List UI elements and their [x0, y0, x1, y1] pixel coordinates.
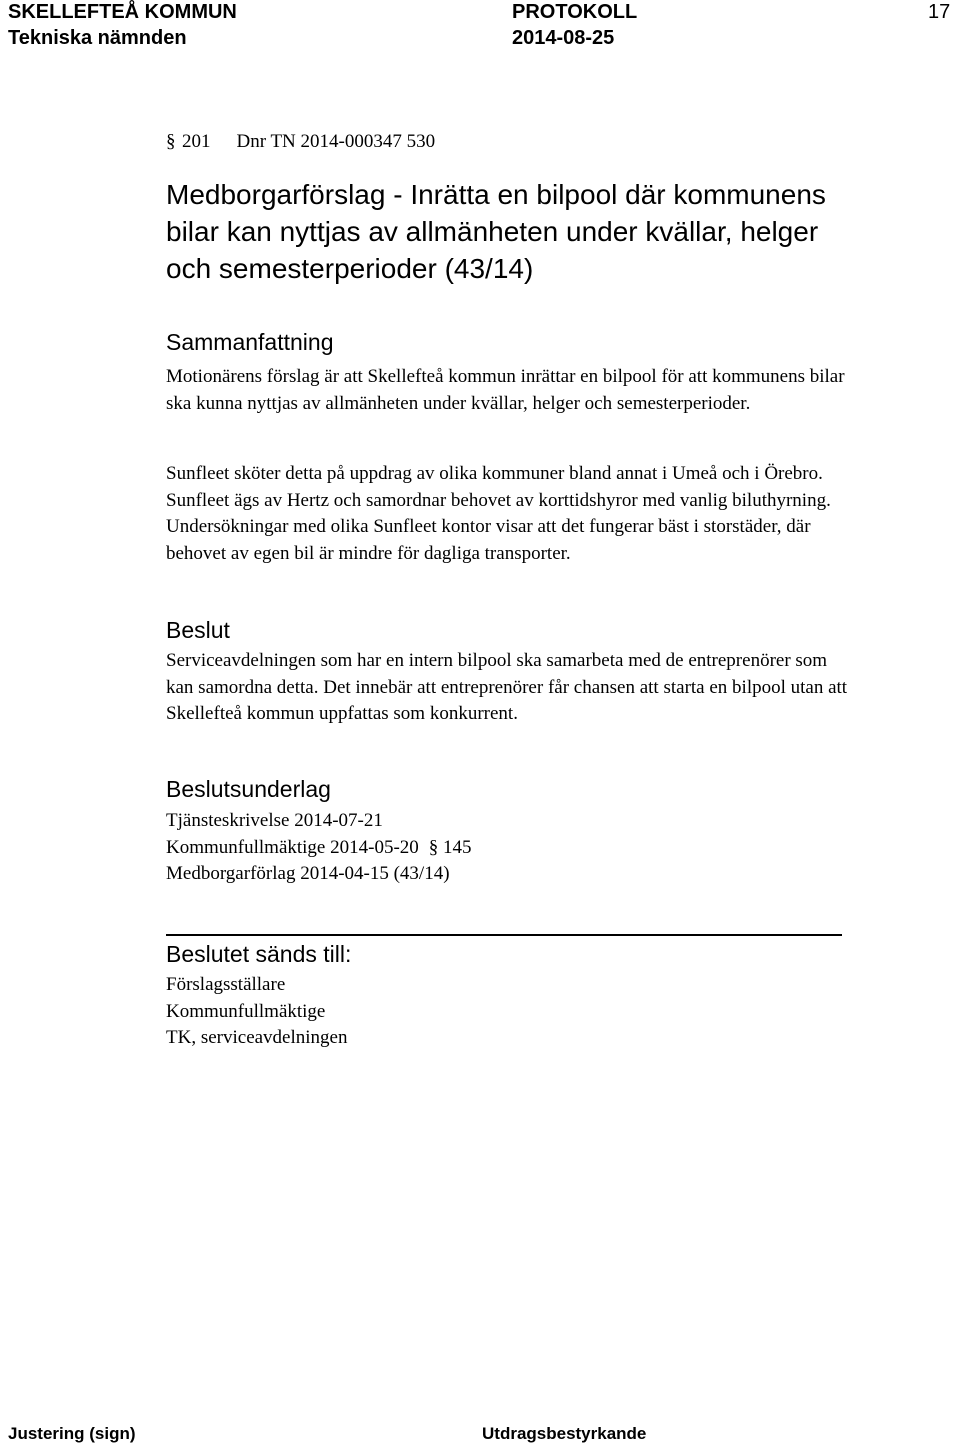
extract-verification-label: Utdragsbestyrkande	[482, 1424, 647, 1443]
basis-item	[166, 861, 866, 888]
committee-name: Tekniska nämnden	[8, 27, 187, 49]
recipient: Kommunfullmäktige	[166, 1000, 326, 1022]
basis-list	[166, 808, 866, 888]
document-title: Medborgarförslag - Inrätta en bilpool där kommunens bilar kan nyttjas av allmänheten under kvällar, helger och semesterperioder (43/14)	[166, 179, 826, 284]
recipient: TK, serviceavdelningen	[166, 1027, 348, 1048]
basis-item	[166, 835, 866, 862]
basis-item-ref: § 145	[428, 836, 472, 858]
decision-heading: Beslut	[166, 617, 230, 643]
basis-item	[166, 808, 866, 835]
section-divider	[166, 934, 842, 936]
summary-heading: Sammanfattning	[166, 329, 334, 355]
paragraph-number: 201	[182, 131, 211, 152]
paragraph-reference	[166, 130, 435, 154]
page-number: 17	[928, 1, 951, 23]
summary-paragraph-2: Sunfleet sköter detta på uppdrag av olika kommuner bland annat i Umeå och i Örebro. Sunfleet ägs av Hertz och samordnar behovet av korttidshyror med vanlig biluthyrning. Undersökningar med olika Sunfleet kontor visar att det fungerar bäst i storstäder, där behovet av egen bil är mindre för dagliga transporter.	[166, 463, 831, 564]
meeting-date: 2014-08-25	[512, 27, 615, 49]
section-sign: §	[166, 131, 176, 152]
recipient: Förslagsställare	[166, 974, 286, 995]
org-name: SKELLEFTEÅ KOMMUN	[8, 1, 237, 23]
decision-text: Serviceavdelningen som har en intern bilpool ska samarbeta med de entreprenörer som kan samordna detta. Det innebär att entreprenörer får chansen att starta en bilpool utan att Skellefteå kommun uppfattas som konkurrent.	[166, 650, 848, 724]
summary-paragraph-1: Motionärens förslag är att Skellefteå kommun inrättar en bilpool för att kommunens bilar ska kunna nyttjas av allmänheten under kvällar, helger och semesterperioder.	[166, 366, 845, 414]
document-type: PROTOKOLL	[512, 1, 638, 23]
case-number: Dnr TN 2014-000347 530	[236, 131, 436, 152]
recipient-list	[166, 972, 866, 1052]
basis-heading: Beslutsunderlag	[166, 776, 331, 802]
sent-to-heading: Beslutet sänds till:	[166, 941, 352, 967]
basis-item-text: Medborgarförlag 2014-04-15 (43/14)	[166, 863, 450, 884]
signature-label: Justering (sign)	[8, 1424, 136, 1443]
basis-item-text: Tjänsteskrivelse 2014-07-21	[166, 810, 383, 831]
basis-item-text: Kommunfullmäktige 2014-05-20	[166, 836, 419, 858]
